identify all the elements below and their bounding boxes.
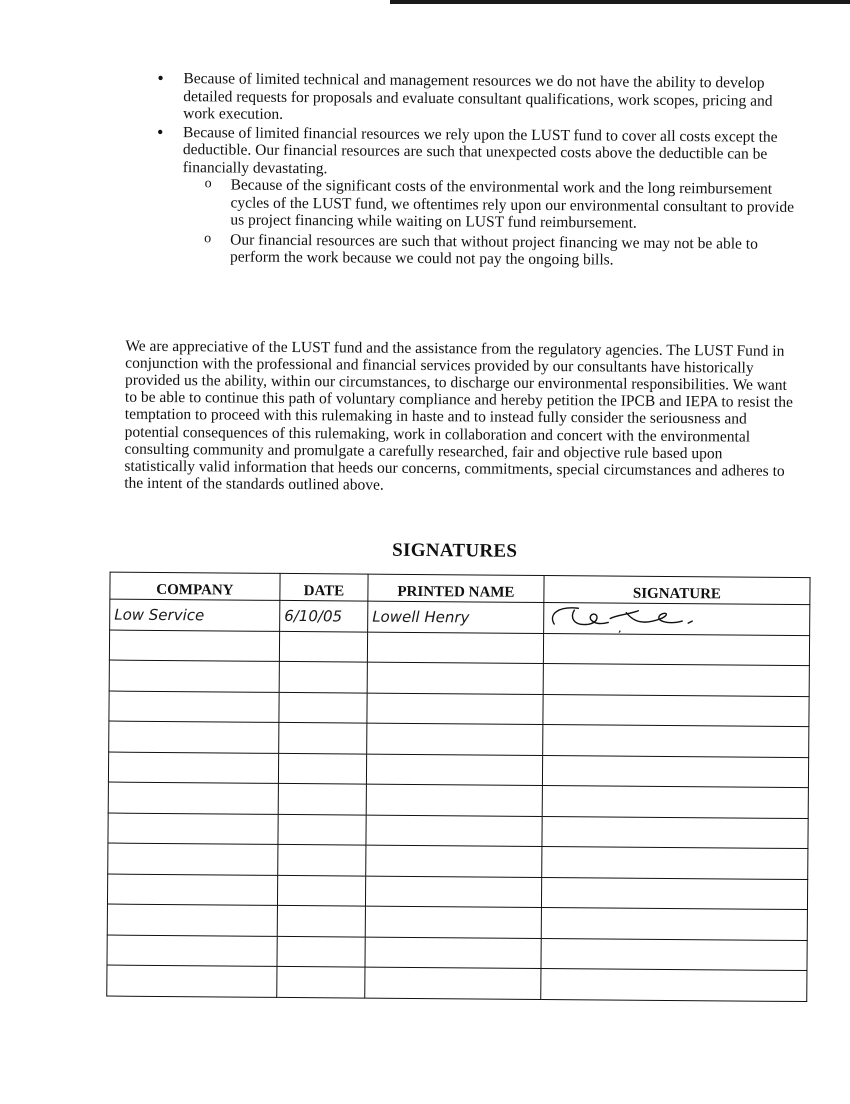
signature-cell	[542, 816, 808, 849]
signature-cell	[541, 907, 807, 940]
printed-name-cell	[366, 784, 542, 816]
company-cell	[107, 874, 277, 906]
company-cell	[108, 782, 278, 814]
printed-name-cell	[366, 845, 542, 877]
printed-name-cell	[365, 967, 541, 999]
company-cell	[108, 843, 278, 875]
date-cell	[277, 905, 365, 936]
signatures-title: SIGNATURES	[392, 539, 518, 562]
signature-cell	[544, 602, 810, 635]
bullet-list	[152, 70, 804, 273]
column-header-date: DATE	[280, 573, 368, 601]
printed-name-cell	[365, 906, 541, 938]
bullet-item	[153, 70, 803, 128]
signature-cell	[543, 694, 809, 727]
date-cell	[278, 814, 366, 845]
date-cell	[277, 966, 365, 997]
printed-name-cell: Lowell Henry	[368, 601, 544, 633]
signature-cell	[541, 938, 807, 971]
date-cell	[279, 661, 367, 692]
sub-bullet-item	[182, 176, 802, 233]
date-cell	[279, 692, 367, 723]
company-cell	[109, 691, 279, 723]
company-cell	[107, 935, 277, 967]
printed-name-cell	[367, 632, 543, 664]
signature-cell	[541, 968, 807, 1001]
date-cell	[277, 875, 365, 906]
printed-name-cell	[365, 876, 541, 908]
date-cell	[278, 753, 366, 784]
printed-name-cell	[366, 754, 542, 786]
date-cell: 6/10/05	[280, 600, 368, 631]
company-cell	[108, 752, 278, 784]
signature-cell	[543, 724, 809, 757]
company-cell	[108, 813, 278, 845]
signature-cell	[543, 633, 809, 666]
printed-name-cell	[367, 723, 543, 755]
printed-name-cell	[367, 693, 543, 725]
signature-table	[106, 572, 810, 1002]
table-row	[107, 965, 807, 1001]
sub-bullet-text: Our financial resources are such that without project financing we may not be able to perform the work because we could not pay the ongoing bills.	[229, 231, 758, 269]
company-cell	[109, 721, 279, 753]
bullet-text: Because of limited technical and management resources we do not have the ability to develop detailed requests for proposals and evaluate consultant qualifications, work scopes, pricing and work execution.	[183, 70, 773, 123]
handwritten-signature-icon	[548, 604, 798, 634]
date-cell	[278, 783, 366, 814]
date-cell	[277, 936, 365, 967]
sub-bullet-list	[182, 176, 803, 270]
signature-cell	[541, 877, 807, 910]
company-cell	[109, 660, 279, 692]
signature-cell	[543, 663, 809, 696]
company-cell: Low Service	[110, 599, 280, 631]
company-cell	[107, 904, 277, 936]
signature-cell	[542, 846, 808, 879]
signature-cell	[542, 785, 808, 818]
signature-cell	[542, 755, 808, 788]
column-header-printed-name: PRINTED NAME	[368, 574, 544, 602]
sub-bullet-text: Because of the significant costs of the environmental work and the long reimbursement cycles of the LUST fund, we oftentimes rely upon our environmental consultant to provide us project financing while waiting on LUST fund reimbursement.	[230, 176, 795, 232]
column-header-company: COMPANY	[110, 572, 280, 600]
date-cell	[279, 722, 367, 753]
column-header-signature: SIGNATURE	[544, 575, 810, 604]
company-cell	[107, 965, 277, 997]
printed-name-cell	[365, 937, 541, 969]
sub-bullet-item	[182, 231, 802, 271]
company-cell	[109, 630, 279, 662]
date-cell	[278, 844, 366, 875]
petition-paragraph: We are appreciative of the LUST fund and the assistance from the regulatory agencies. The LUST Fund in conjunction with the professional and financial services provided by our consultants have historically provided us the ability, within our circumstances, to discharge our environmental responsibilities. We want to be able to continue this path of voluntary compliance and hereby petition the IPCB and IEPA to resist the temptation to proceed with this rulemaking in haste and to instead fully consider the seriousness and potential consequences of this rulemaking, work in collaboration and concert with the environmental consulting community and promulgate a carefully researched, fair and objective rule based upon statistically valid information that heeds our concerns, commitments, special circumstances and adheres to the intent of the standards outlined above.	[124, 337, 793, 494]
date-cell	[279, 631, 367, 662]
bullet-item	[152, 123, 803, 270]
bullet-text: Because of limited financial resources we rely upon the LUST fund to cover all costs except the deductible. Our financial resources are such that unexpected costs above the deductible can be financially devastating.	[182, 123, 778, 177]
printed-name-cell	[367, 662, 543, 694]
printed-name-cell	[366, 815, 542, 847]
